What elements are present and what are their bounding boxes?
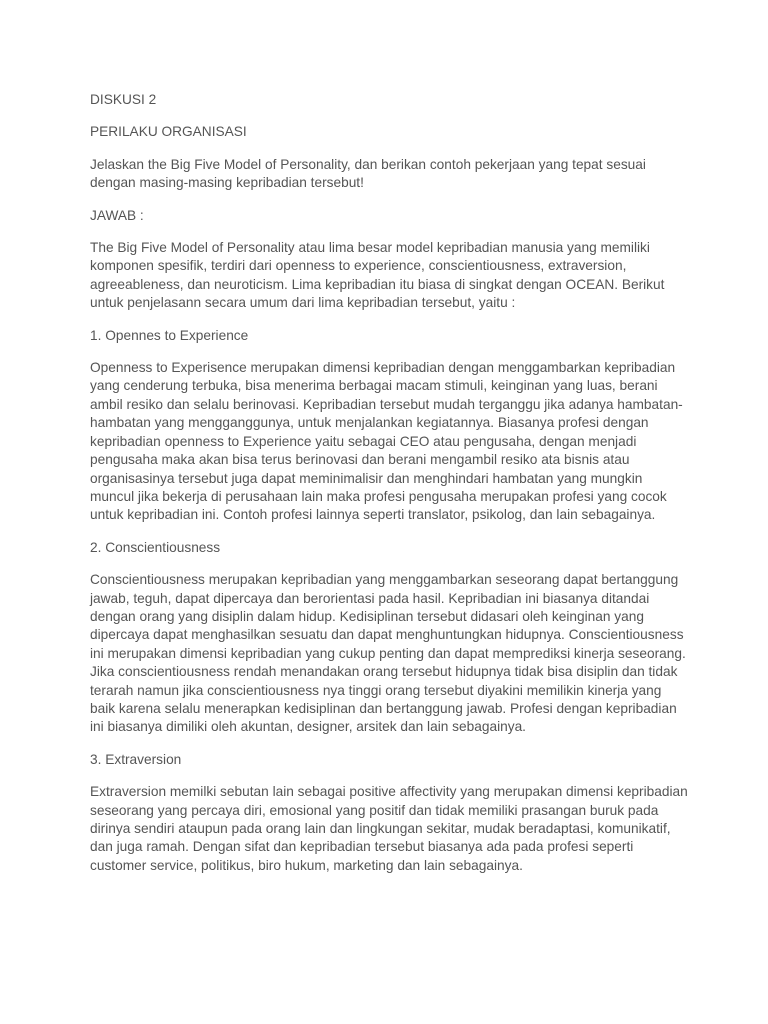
answer-label: JAWAB : [90,207,144,223]
document-title: DISKUSI 2 [90,92,157,107]
question-paragraph: Jelaskan the Big Five Model of Personality, dan berikan contoh pekerjaan yang tepat sesuai dengan masing-masing kepribadian tersebut! [90,156,646,191]
section-body-conscientiousness: Conscientiousness merupakan kepribadian yang menggambarkan seseorang dapat bertanggung jawab, teguh, dapat dipercaya dan berorientasi pada hasil. Kepribadian ini biasanya ditandai dengan orang yang disiplin dalam hidup. Kedisiplinan tersebut didasari oleh keinginan yang dipercaya dapat menghasilkan sesuatu dan dapat menghuntungkan hidupnya. Conscientiousness ini merupakan dimensi kepribadian yang cukup penting dan dapat memprediksi kinerja seseorang. Jika conscientiousness rendah menandakan orang tersebut hidupnya tidak bisa disiplin dan tidak terarah namun jika conscientiousness nya tinggi orang tersebut diyakini memilikin kinerja yang baik karena selalu menerapkan kedisiplinan dan bertanggung jawab. Profesi dengan kepribadian ini biasanya dimiliki oleh akuntan, designer, arsitek dan lain sebagainya. [90,572,686,735]
section-body-openness: Openness to Experisence merupakan dimensi kepribadian dengan menggambarkan kepribadian yang cenderung terbuka, bisa menerima berbagai macam stimuli, keinginan yang luas, berani ambil resiko dan selalu berinovasi. Kepribadian tersebut mudah terganggu jika adanya hambatan-hambatan yang mengganggunya, untuk menjalankan kegiatannya. Biasanya profesi dengan kepribadian openness to Experience yaitu sebagai CEO atau pengusaha, dengan menjadi pengusaha maka akan bisa terus berinovasi dan berani mengambil resiko ata bisnis atau organisasinya tersebut juga dapat meminimalisir dan menghindari hambatan yang mungkin muncul jika bekerja di perusahaan lain maka profesi pengusaha merupakan profesi yang cocok untuk kepribadian ini. Contoh profesi lainnya seperti translator, psikolog, dan lain sebagainya. [90,360,683,523]
document-page [90,91,688,889]
section-heading-extraversion: 3. Extraversion [90,751,182,767]
intro-paragraph: The Big Five Model of Personality atau lima besar model kepribadian manusia yang memiliki komponen spesifik, terdiri dari openness to experience, conscientiousness, extraversion, agreeableness, dan neuroticism. Lima kepribadian itu biasa di singkat dengan OCEAN. Berikut untuk penjelasann secara umum dari lima kepribadian tersebut, yaitu : [90,240,665,311]
section-body-extraversion: Extraversion memilki sebutan lain sebagai positive affectivity yang merupakan dimensi kepribadian seseorang yang percaya diri, emosional yang positif dan tidak memiliki prasangan buruk pada dirinya sendiri ataupun pada orang lain dan lingkungan sekitar, mudak beradaptasi, komunikatif, dan juga ramah. Dengan sifat dan kepribadian tersebut biasanya ada pada profesi seperti customer service, politikus, biro hukum, marketing dan lain sebagainya. [90,784,688,873]
section-heading-openness: 1. Opennes to Experience [90,327,249,343]
section-heading-conscientiousness: 2. Conscientiousness [90,539,221,555]
document-subtitle: PERILAKU ORGANISASI [90,124,247,140]
